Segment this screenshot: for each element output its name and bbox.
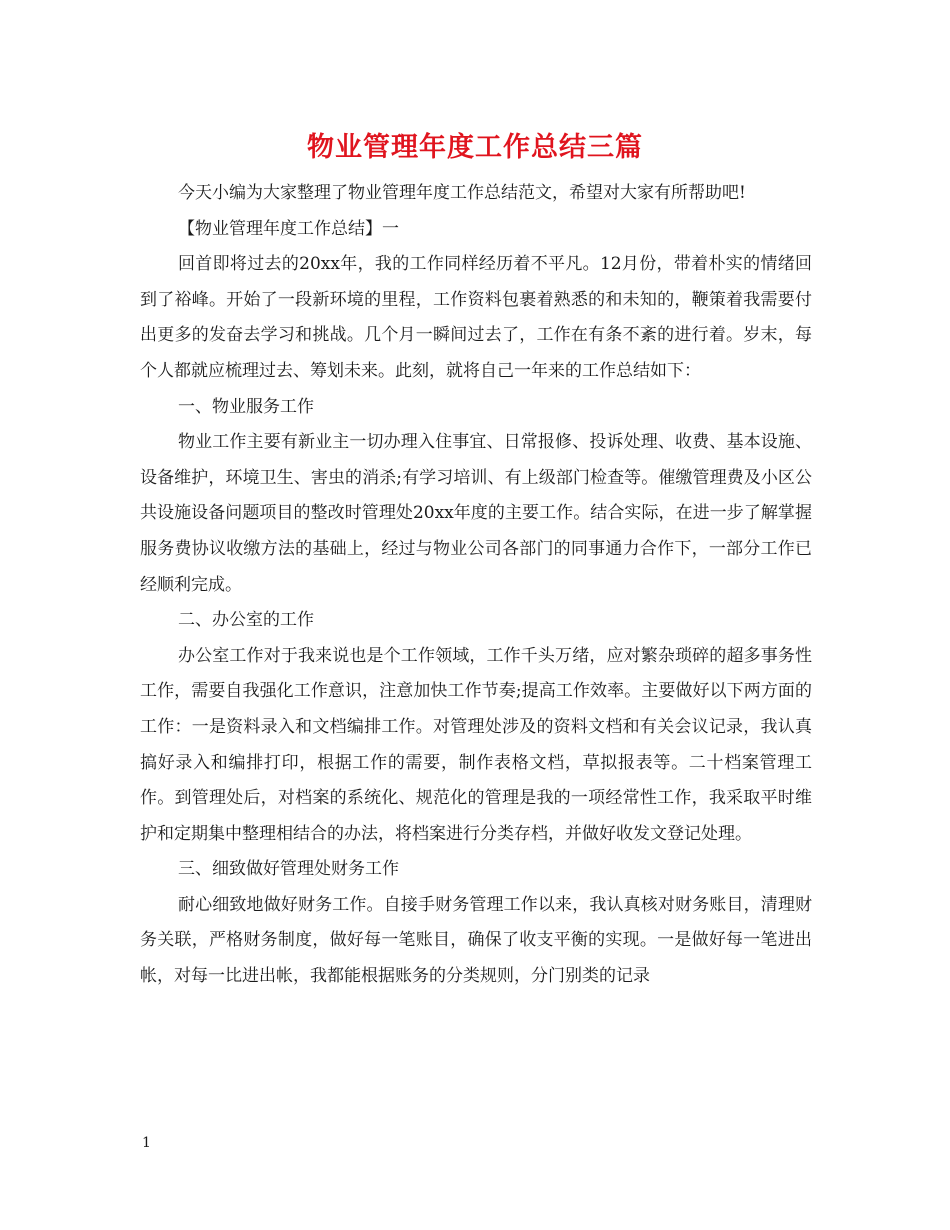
section-label: 【物业管理年度工作总结】一: [178, 218, 399, 239]
intro-paragraph: 今天小编为大家整理了物业管理年度工作总结范文，希望对大家有所帮助吧!: [178, 183, 746, 203]
body-paragraph: 物业工作主要有新业主一切办理入住事宜、日常报修、投诉处理、收费、基本设施、设备维护，环境卫生、害虫的消杀;有学习培训、有上级部门检查等。催缴管理费及小区公共设施设备问题项目的整改时管理处20xx年度的主要工作。结合实际，在进一步了解掌握服务费协议收缴方法的基础上，经过与物业公司各部门的同事通力合作下，一部分工作已经顺利完成。: [140, 432, 812, 595]
section-heading: 三、细致做好管理处财务工作: [178, 859, 399, 880]
body-paragraph: 回首即将过去的20xx年，我的工作同样经历着不平凡。12月份，带着朴实的情绪回到了裕峰。开始了一段新环境的里程，工作资料包裹着熟悉的和未知的，鞭策着我需要付出更多的发奋去学习和挑战。几个月一瞬间过去了，工作在有条不紊的进行着。岁末，每个人都就应梳理过去、筹划未来。此刻，就将自己一年来的工作总结如下：: [140, 254, 812, 381]
document-body: [140, 176, 812, 995]
document-title: 物业管理年度工作总结三篇: [307, 132, 643, 163]
section-heading: 一、物业服务工作: [178, 396, 314, 417]
body-paragraph: 耐心细致地做好财务工作。自接手财务管理工作以来，我认真核对财务账目，清理财务关联，严格财务制度，做好每一笔账目，确保了收支平衡的实现。一是做好每一笔进出帐，对每一比进出帐，我都能根据账务的分类规则，分门别类的记录: [140, 894, 812, 987]
page-number: 1: [142, 1135, 151, 1151]
body-paragraph: 办公室工作对于我来说也是个工作领域，工作千头万绪，应对繁杂琐碎的超多事务性工作，需要自我强化工作意识，注意加快工作节奏;提高工作效率。主要做好以下两方面的工作：一是资料录入和文档编排工作。对管理处涉及的资料文档和有关会议记录，我认真搞好录入和编排打印，根据工作的需要，制作表格文档，草拟报表等。二十档案管理工作。到管理处后，对档案的系统化、规范化的管理是我的一项经常性工作，我采取平时维护和定期集中整理相结合的办法，将档案进行分类存档，并做好收发文登记处理。: [140, 645, 812, 844]
section-heading: 二、办公室的工作: [178, 610, 314, 631]
